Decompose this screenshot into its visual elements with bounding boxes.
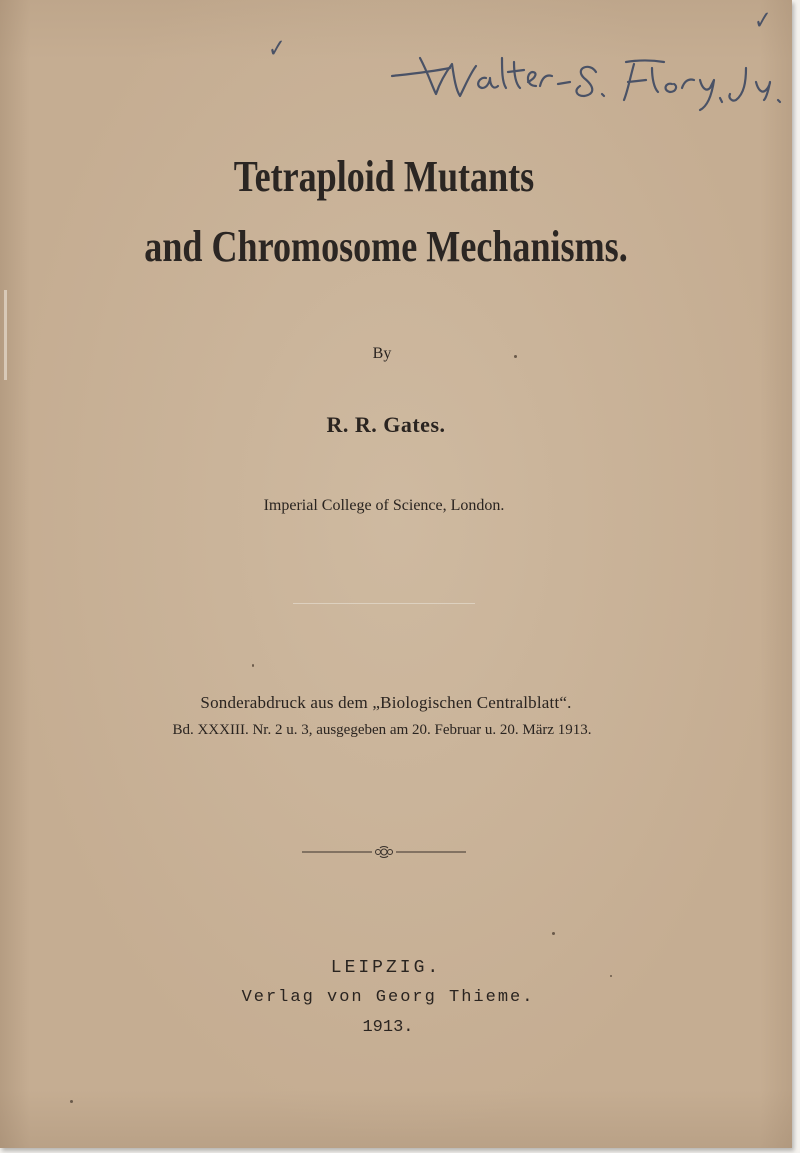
publication-details: Bd. XXXIII. Nr. 2 u. 3, ausgegeben am 20. Februar u. 20. März 1913. bbox=[172, 722, 592, 738]
faint-divider bbox=[293, 603, 475, 604]
author-affiliation: Imperial College of Science, London. bbox=[263, 497, 505, 514]
title-line-1: Tetraploid Mutants bbox=[233, 152, 535, 201]
by-label: By bbox=[372, 345, 392, 362]
paper-speck bbox=[252, 664, 254, 667]
ornamental-rule bbox=[300, 844, 468, 860]
title-line-2: and Chromosome Mechanisms. bbox=[144, 222, 628, 271]
paper-speck bbox=[70, 1100, 73, 1103]
paper-speck bbox=[552, 932, 555, 935]
publisher-name: Verlag von Georg Thieme. bbox=[241, 988, 535, 1007]
check-mark-left: ✓ bbox=[268, 34, 286, 64]
binding-mark bbox=[4, 290, 7, 380]
reprint-notice: Sonderabdruck aus dem „Biologischen Centralblatt“. bbox=[200, 693, 572, 712]
publisher-city: LEIPZIG. bbox=[330, 958, 442, 978]
check-mark-right: ✓ bbox=[754, 6, 772, 36]
paper-speck bbox=[610, 975, 612, 977]
publication-year: 1913. bbox=[362, 1018, 414, 1037]
paper-speck bbox=[514, 355, 517, 358]
author-name: R. R. Gates. bbox=[326, 412, 446, 437]
handwritten-signature bbox=[390, 38, 790, 118]
